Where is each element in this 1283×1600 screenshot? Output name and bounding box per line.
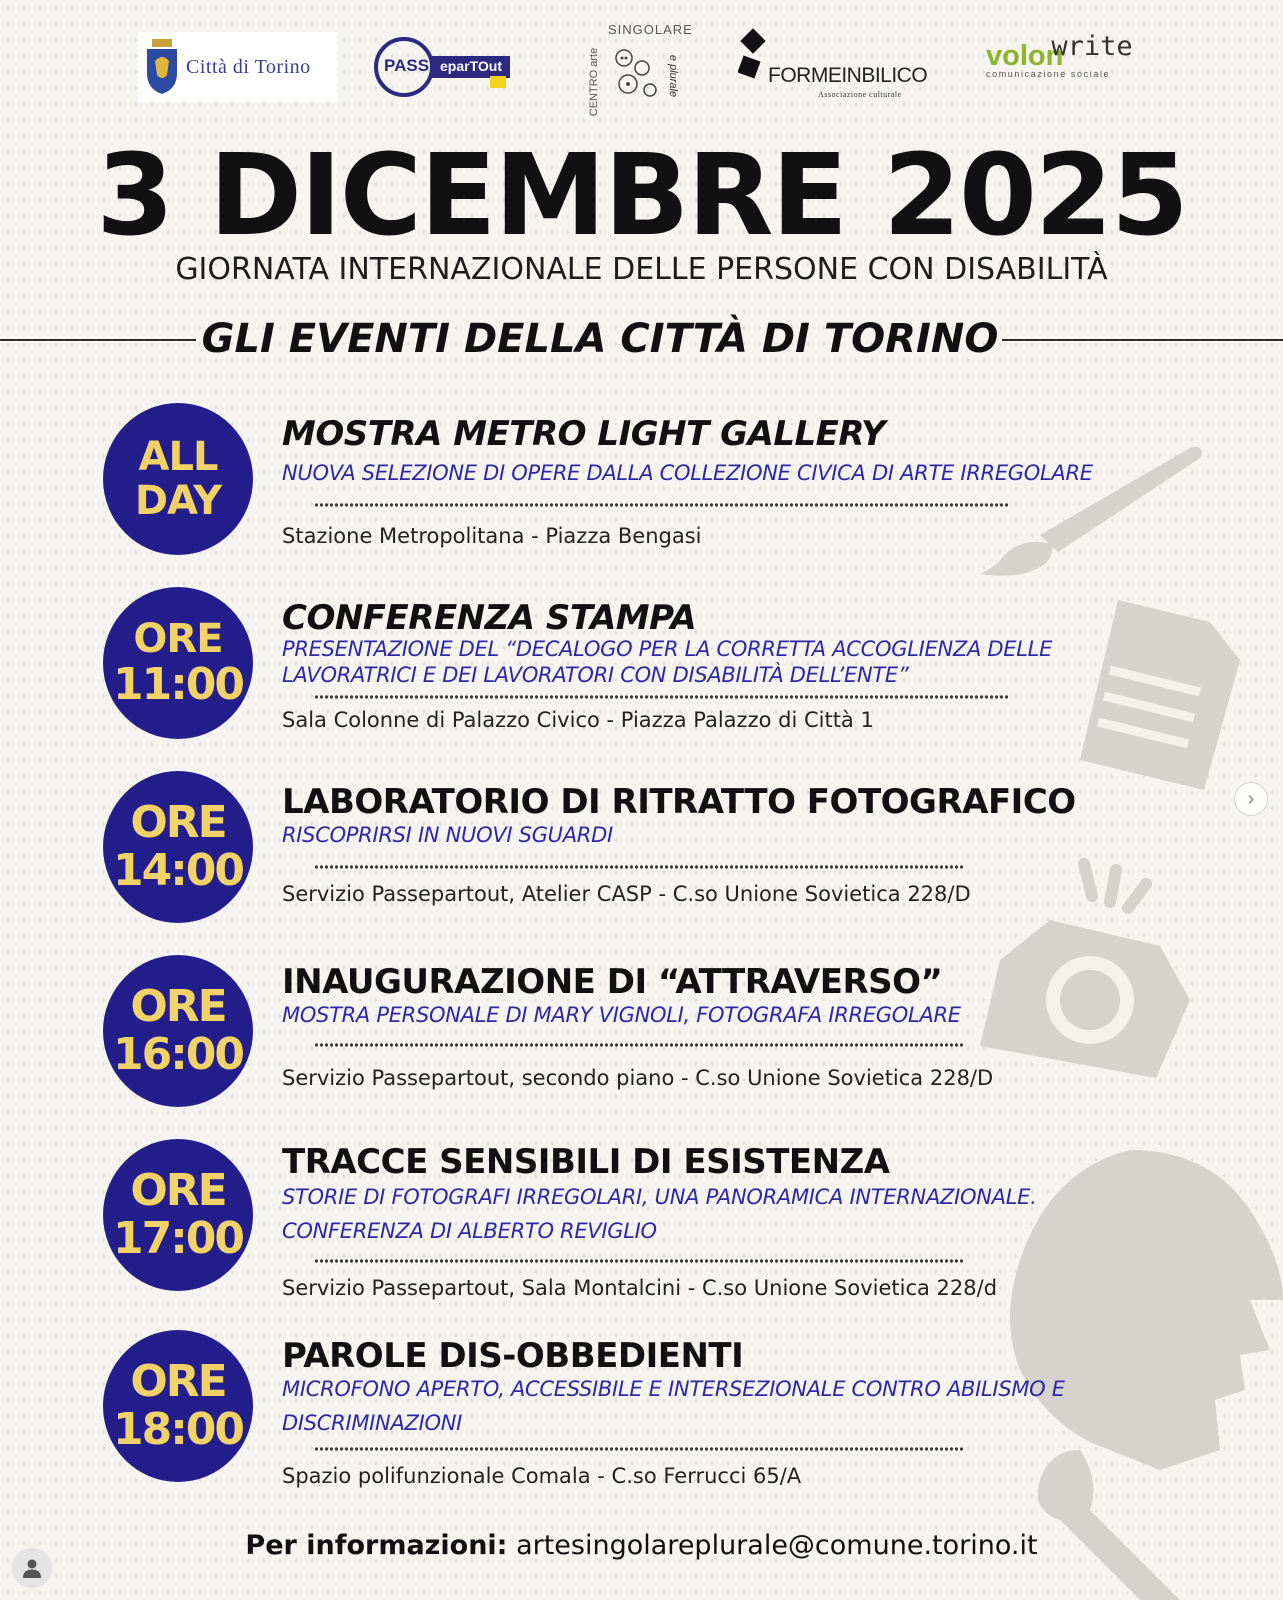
contact-info xyxy=(0,1530,1283,1561)
event-title: TRACCE SENSIBILI DI ESISTENZA xyxy=(282,1142,890,1182)
badge-bottom: DAY xyxy=(134,478,222,524)
badge-bottom: 14:00 xyxy=(112,845,244,896)
event-location: Sala Colonne di Palazzo Civico - Piazza Palazzo di Città 1 xyxy=(282,708,874,732)
singolare-top-text: SINGOLARE xyxy=(608,22,693,37)
time-badge xyxy=(103,1330,253,1482)
dotted-divider xyxy=(314,694,1010,700)
volon-text: volon xyxy=(986,40,1064,72)
event-location: Servizio Passepartout, Sala Montalcini - C.so Unione Sovietica 228/d xyxy=(282,1276,998,1300)
time-badge xyxy=(103,955,253,1107)
singolare-plurale-logo xyxy=(584,18,694,118)
dotted-divider xyxy=(314,1446,964,1452)
event-description: MICROFONO APERTO, ACCESSIBILE E INTERSEZIONALE CONTRO ABILISMO E xyxy=(282,1377,1065,1401)
divider-left xyxy=(0,339,196,341)
event-description-line2: DISCRIMINAZIONI xyxy=(282,1411,463,1435)
chevron-right-icon: › xyxy=(1247,787,1255,810)
event-title: MOSTRA METRO LIGHT GALLERY xyxy=(282,414,886,454)
badge-bottom: 18:00 xyxy=(112,1404,244,1455)
event-location: Stazione Metropolitana - Piazza Bengasi xyxy=(282,524,702,548)
time-badge xyxy=(103,403,253,555)
event-description: NUOVA SELEZIONE DI OPERE DALLA COLLEZIONE CIVICA DI ARTE IRREGOLARE xyxy=(282,461,1093,485)
event-date: 3 DICEMBRE 2025 xyxy=(96,131,1187,261)
pass-text: PASS xyxy=(384,56,430,75)
dotted-divider xyxy=(314,1258,964,1264)
time-badge xyxy=(103,587,253,739)
event-description: MOSTRA PERSONALE DI MARY VIGNOLI, FOTOGRAFA IRREGOLARE xyxy=(282,1003,961,1027)
event-description-line2: LAVORATRICI E DEI LAVORATORI CON DISABILITÀ DELL’ENTE” xyxy=(282,663,909,687)
torino-shield-icon xyxy=(144,39,180,95)
singolare-left-text: CENTRO arte xyxy=(588,47,601,117)
event-description: STORIE DI FOTOGRAFI IRREGOLARI, UNA PANORAMICA INTERNAZIONALE. xyxy=(282,1185,1037,1209)
time-badge xyxy=(103,771,253,923)
event-title: CONFERENZA STAMPA xyxy=(282,598,697,638)
badge-bottom: 17:00 xyxy=(112,1213,244,1264)
badge-top: ORE xyxy=(133,615,223,662)
badge-bottom: 11:00 xyxy=(112,658,244,710)
torino-logo-text: Città di Torino xyxy=(186,55,311,78)
volon-write-logo xyxy=(986,31,1146,110)
volon-tagline: comunicazione sociale xyxy=(986,69,1111,79)
event-description: RISCOPRIRSI IN NUOVI SGUARDI xyxy=(282,823,613,847)
dotted-divider xyxy=(314,502,1010,508)
document-icon xyxy=(1080,600,1240,790)
badge-top: ORE xyxy=(130,796,226,848)
forme-squares-icon xyxy=(738,28,778,88)
partout-text: eparTOut xyxy=(440,58,502,74)
singolare-right-text: e plurale xyxy=(667,54,680,98)
camera-icon xyxy=(980,850,1210,1090)
section-title-row xyxy=(0,316,1283,366)
event-description: PRESENTAZIONE DEL “DECALOGO PER LA CORRETTA ACCOGLIENZA DELLE xyxy=(282,637,1053,661)
badge-top: ORE xyxy=(130,1164,226,1216)
contact-label: Per informazioni: xyxy=(245,1530,508,1561)
event-subtitle: GIORNATA INTERNAZIONALE DELLE PERSONE CON DISABILITÀ xyxy=(175,252,1108,287)
singolare-faces-icon xyxy=(604,40,674,110)
badge-bottom: 16:00 xyxy=(112,1029,244,1080)
event-title: PAROLE DIS-OBBEDIENTI xyxy=(282,1336,744,1376)
badge-top: ALL xyxy=(138,434,218,480)
badge-top: ORE xyxy=(130,1355,226,1407)
citta-di-torino-logo xyxy=(138,32,338,102)
forme-sub-text: Associazione culturale xyxy=(818,90,902,99)
dotted-divider xyxy=(314,1042,964,1048)
next-slide-button[interactable] xyxy=(1234,782,1268,816)
divider-right xyxy=(1002,339,1283,341)
event-description-line2: CONFERENZA DI ALBERTO REVIGLIO xyxy=(282,1219,657,1243)
write-text: write xyxy=(1051,31,1133,62)
forme-name-text: FORMEINBILICO xyxy=(768,64,928,87)
event-location: Servizio Passepartout, Atelier CASP - C.so Unione Sovietica 228/D xyxy=(282,882,971,906)
event-title: LABORATORIO DI RITRATTO FOTOGRAFICO xyxy=(282,782,1076,822)
badge-top: ORE xyxy=(130,980,226,1032)
event-title: INAUGURAZIONE DI “ATTRAVERSO” xyxy=(282,962,943,1002)
passepartout-logo xyxy=(372,32,532,102)
section-title: GLI EVENTI DELLA CITTÀ DI TORINO xyxy=(201,316,999,362)
sponsor-logos xyxy=(0,18,1283,118)
forme-in-bilico-logo xyxy=(738,28,938,118)
event-location: Servizio Passepartout, secondo piano - C.so Unione Sovietica 228/D xyxy=(282,1066,994,1090)
time-badge xyxy=(103,1139,253,1291)
avatar[interactable] xyxy=(12,1548,52,1588)
dotted-divider xyxy=(314,864,964,870)
event-location: Spazio polifunzionale Comala - C.so Ferrucci 65/A xyxy=(282,1464,802,1488)
user-icon xyxy=(21,1557,43,1579)
contact-email[interactable]: artesingolareplurale@comune.torino.it xyxy=(516,1530,1038,1561)
